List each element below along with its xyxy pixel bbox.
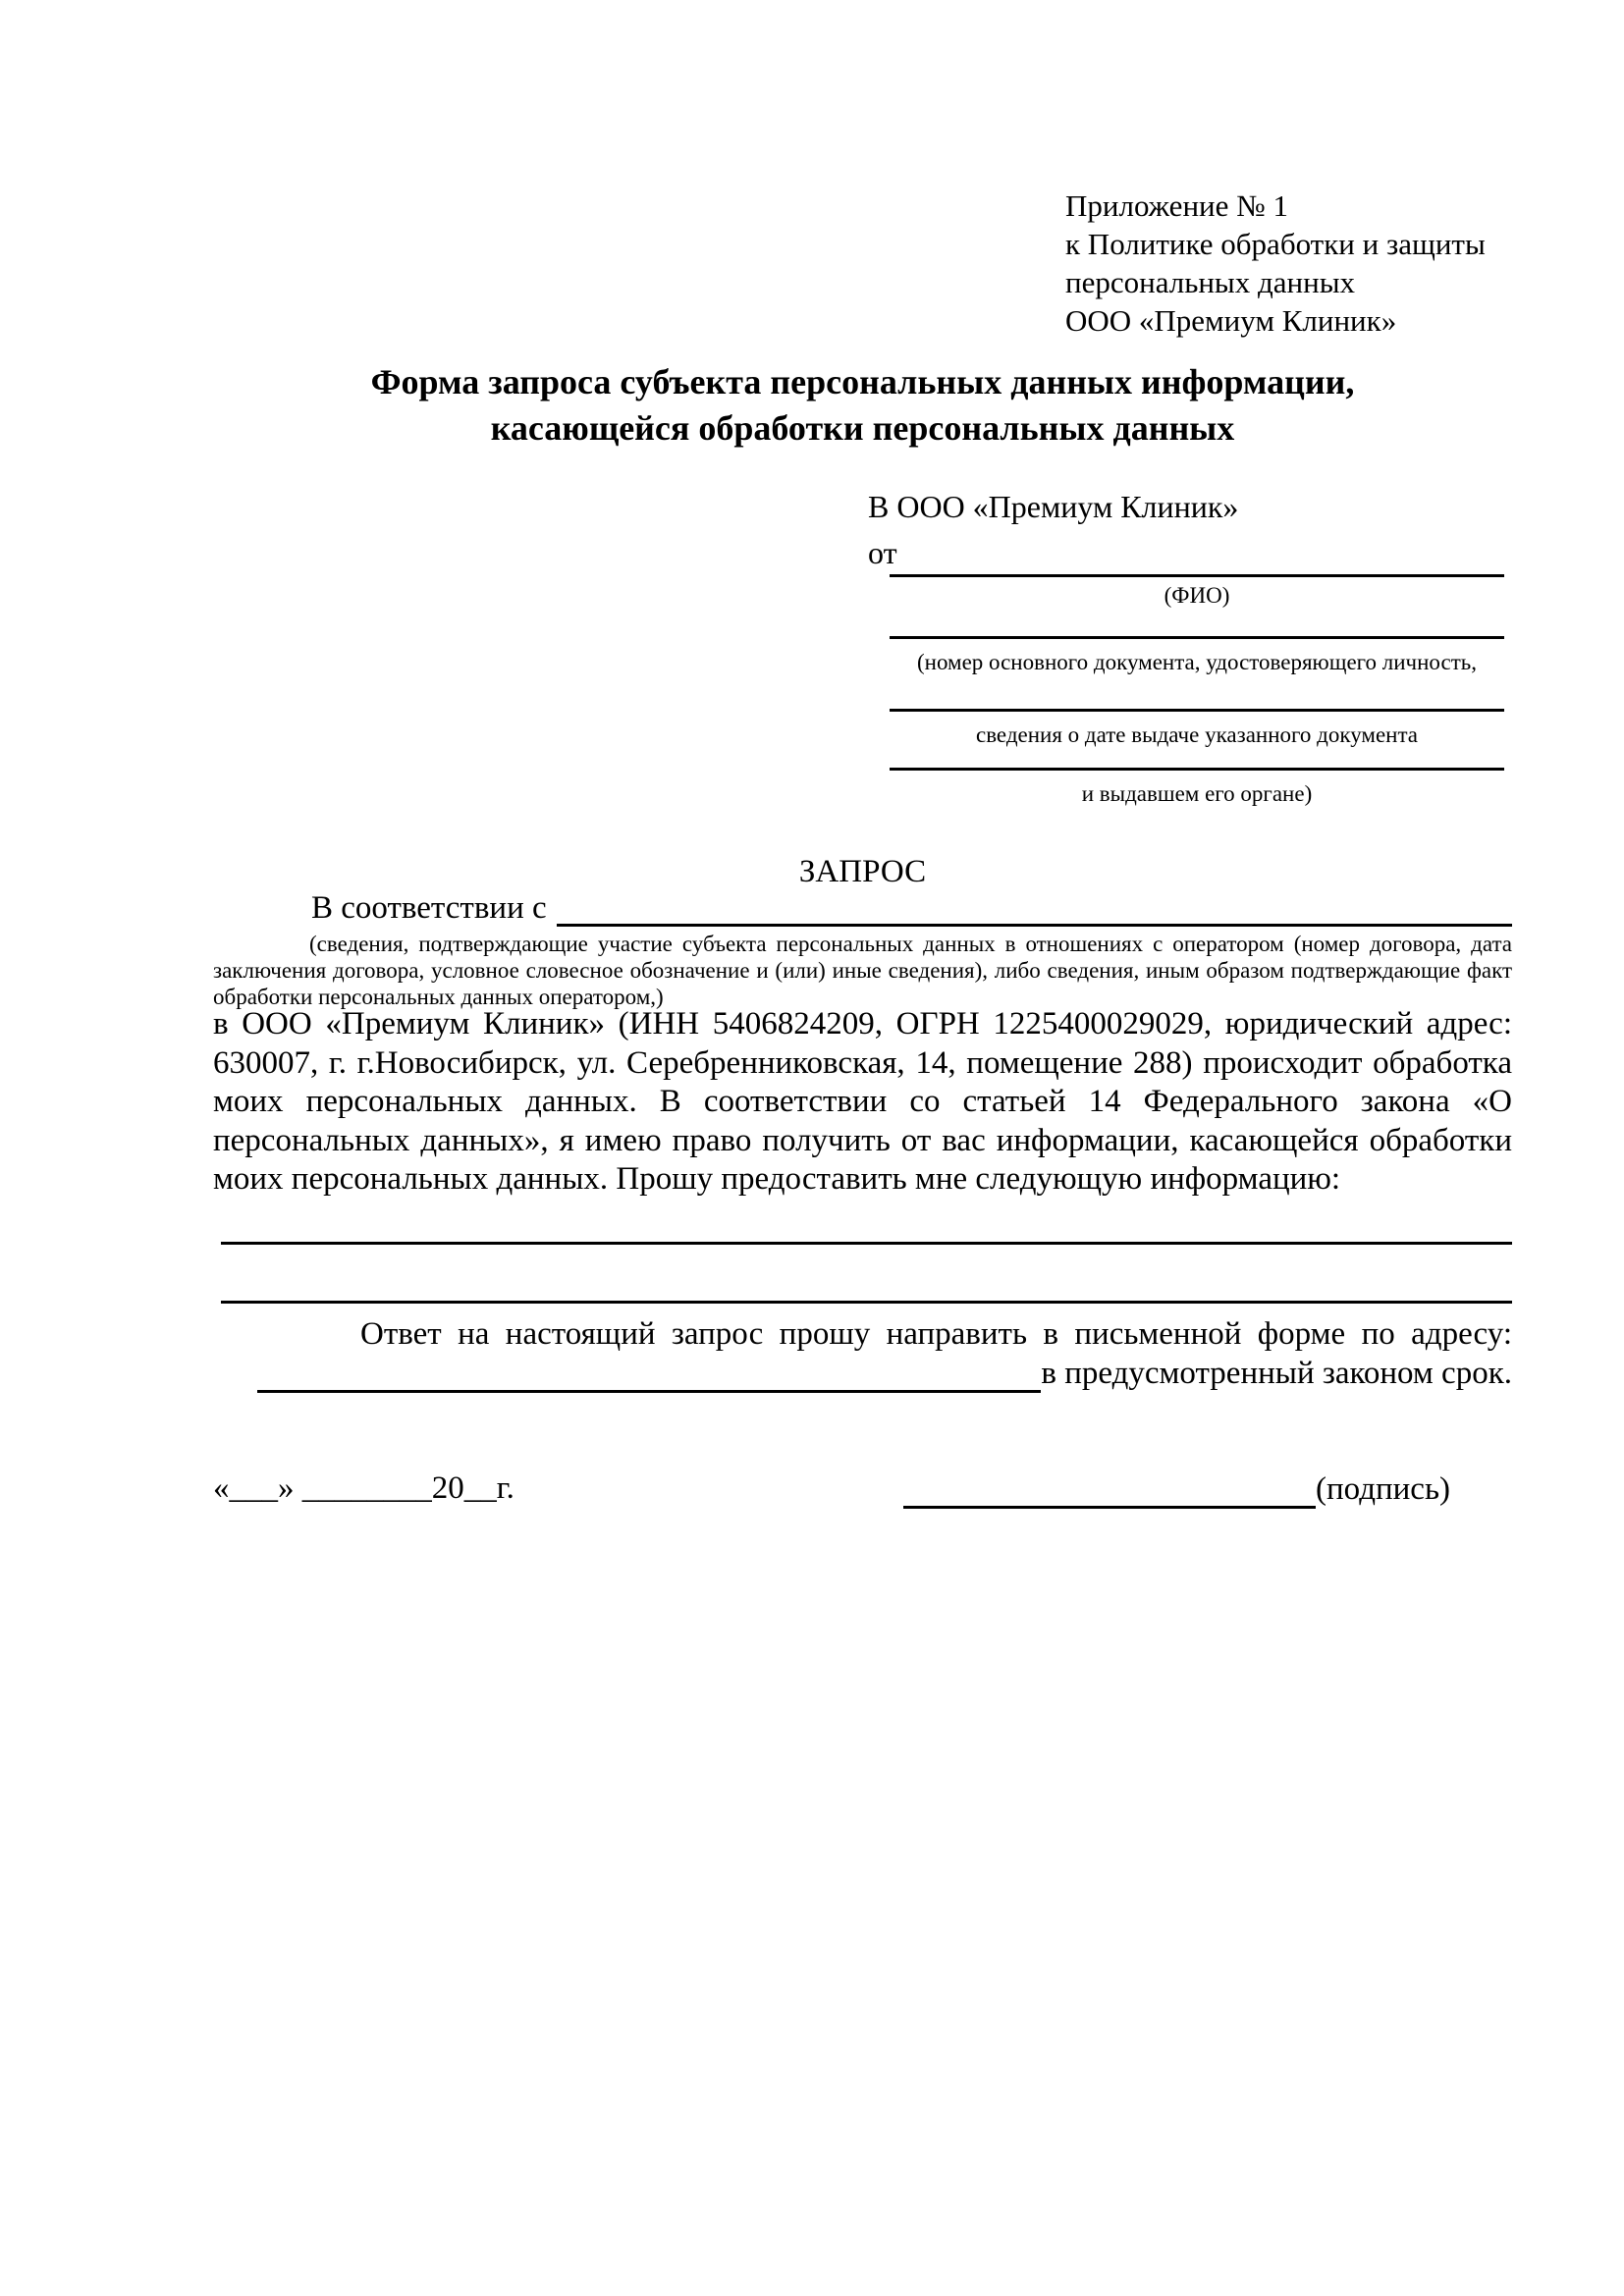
info-blank-line: [221, 1210, 1512, 1245]
fio-caption: (ФИО): [1164, 583, 1230, 608]
issue-date-blank-field: [890, 684, 1504, 712]
addressee-from-label: от: [868, 535, 897, 570]
page-title-line: касающейся обработки персональных данных: [490, 408, 1235, 448]
lead-blank-field: [557, 891, 1512, 927]
issuing-authority-caption: и выдавшем его органе): [1081, 781, 1313, 806]
lead-text: В соответствии с: [311, 890, 547, 926]
addressee-to: В ООО «Премиум Клиник»: [868, 489, 1239, 524]
page-title: [213, 359, 1512, 452]
signature-row: [903, 1470, 1512, 1509]
issuing-authority-blank-field: [890, 743, 1504, 771]
appendix-header-line: персональных данных: [1065, 265, 1356, 299]
request-heading: ЗАПРОС: [798, 854, 927, 889]
page-title-line: Форма запроса субъекта персональных данных информации,: [370, 362, 1355, 401]
reply-address-row: [213, 1355, 1512, 1393]
reply-instruction: Ответ на настоящий запрос прошу направить в письменной форме по адресу:: [360, 1316, 1512, 1352]
info-blank-line: [221, 1269, 1512, 1304]
address-blank-field: [257, 1357, 1041, 1393]
lead-row: [213, 889, 1512, 927]
issue-date-caption: сведения о дате выдаче указанного документа: [975, 722, 1419, 747]
appendix-header-line: Приложение № 1: [1065, 188, 1288, 223]
footnote-text: (сведения, подтверждающие участие субъекта персональных данных в отношениях с оператором (номер договора, дата заключения договора, условное словесное обозначение и (или) иные сведения), либо сведения, иным образом подтверждающие факт обработки персональных данных оператором,): [213, 932, 1512, 1009]
appendix-header: [1065, 187, 1527, 340]
fio-blank-field: [890, 550, 1504, 577]
body-paragraph: в ООО «Премиум Клиник» (ИНН 5406824209, ОГРН 1225400029029, юридический адрес: 630007, г. г.Новосибирск, ул. Серебренниковская, 14, помещение 288) происходит обработка моих персональных данных. В соответствии со статьей 14 Федерального закона «О персональных данных», я имею право получить от вас информации, касающейся обработки моих персональных данных. Прошу предоставить мне следующую информацию:: [213, 1006, 1512, 1197]
document-number-caption: (номер основного документа, удостоверяющего личность,: [916, 650, 1477, 674]
reply-tail-text: в предусмотренный законом срок.: [1041, 1356, 1512, 1391]
document-number-blank-field: [890, 612, 1504, 639]
signature-blank-field: [903, 1472, 1316, 1509]
appendix-header-line: ООО «Премиум Клиник»: [1065, 303, 1397, 338]
date-blank: «___» ________20__г.: [213, 1470, 514, 1506]
signature-caption: (подпись): [1316, 1471, 1450, 1507]
appendix-header-line: к Политике обработки и защиты: [1065, 227, 1486, 261]
